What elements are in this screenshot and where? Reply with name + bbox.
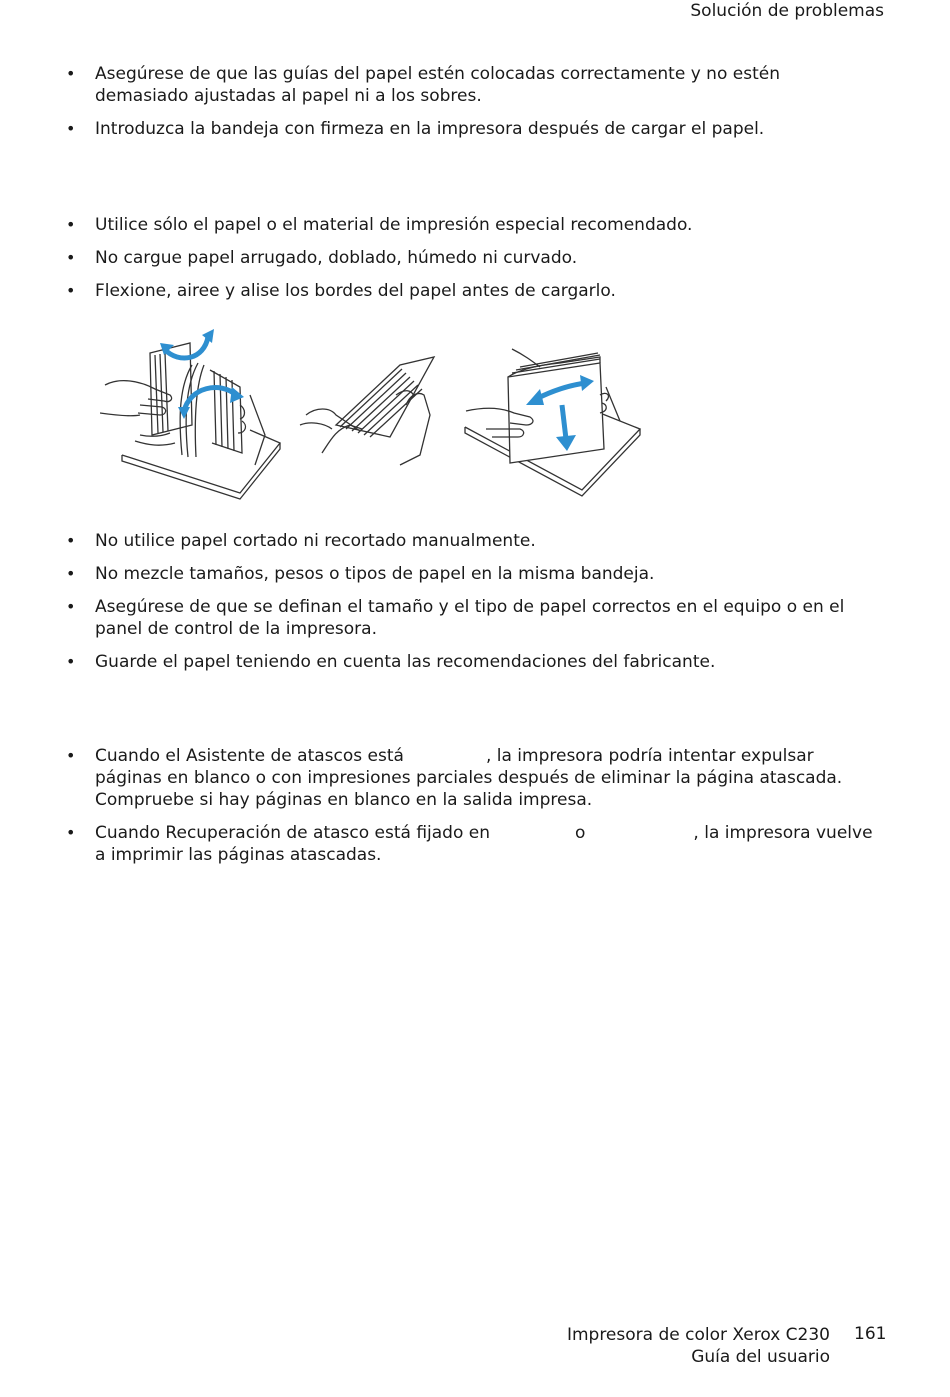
item-text: , la impresora vuelve a imprimir las páginas atascadas. <box>95 823 873 865</box>
list-item <box>66 822 876 866</box>
list-item <box>66 745 876 811</box>
footer-product <box>567 1324 830 1368</box>
flex-paper-icon <box>100 343 280 499</box>
paper-usage-list <box>66 530 876 684</box>
list-item: • Asegúrese de que las guías del papel estén colocadas correctamente y no estén demasiado ajustadas al papel ni a los sobres. <box>66 63 876 107</box>
running-header: Solución de problemas <box>690 1 884 21</box>
list-item: • Flexione, airee y alise los bordes del papel antes de cargarlo. <box>66 280 876 302</box>
item-text: o <box>575 823 586 843</box>
list-item: • Asegúrese de que se definan el tamaño y el tipo de papel correctos en el equipo o en el panel de control de la impresora. <box>66 596 876 640</box>
list-item: • Guarde el papel teniendo en cuenta las recomendaciones del fabricante. <box>66 651 876 673</box>
item-text: , la impresora podría intentar expulsar páginas en blanco o con impresiones parciales después de eliminar la página atascada. Compruebe si hay páginas en blanco en la salida impresa. <box>95 746 843 810</box>
fan-paper-icon <box>300 357 434 465</box>
list-item: • No mezcle tamaños, pesos o tipos de papel en la misma bandeja. <box>66 563 876 585</box>
list-item: • Utilice sólo el papel o el material de impresión especial recomendado. <box>66 214 876 236</box>
list-item: • No cargue papel arrugado, doblado, húmedo ni curvado. <box>66 247 876 269</box>
list-item: • No utilice papel cortado ni recortado manualmente. <box>66 530 876 552</box>
align-edges-icon <box>465 349 640 496</box>
item-text: Cuando el Asistente de atascos está <box>95 746 404 766</box>
jam-recovery-list <box>66 745 876 877</box>
list-item: • Introduzca la bandeja con firmeza en la impresora después de cargar el papel. <box>66 118 876 140</box>
paper-handling-illustration <box>100 325 650 503</box>
page-number: 161 <box>854 1324 887 1344</box>
footer-product-name: Impresora de color Xerox C230 <box>566 1325 830 1345</box>
footer-guide: Guía del usuario <box>691 1347 830 1367</box>
paper-media-list <box>66 214 876 313</box>
item-text: Cuando Recuperación de atasco está fijado en <box>95 823 491 843</box>
paper-guide-list <box>66 63 876 151</box>
